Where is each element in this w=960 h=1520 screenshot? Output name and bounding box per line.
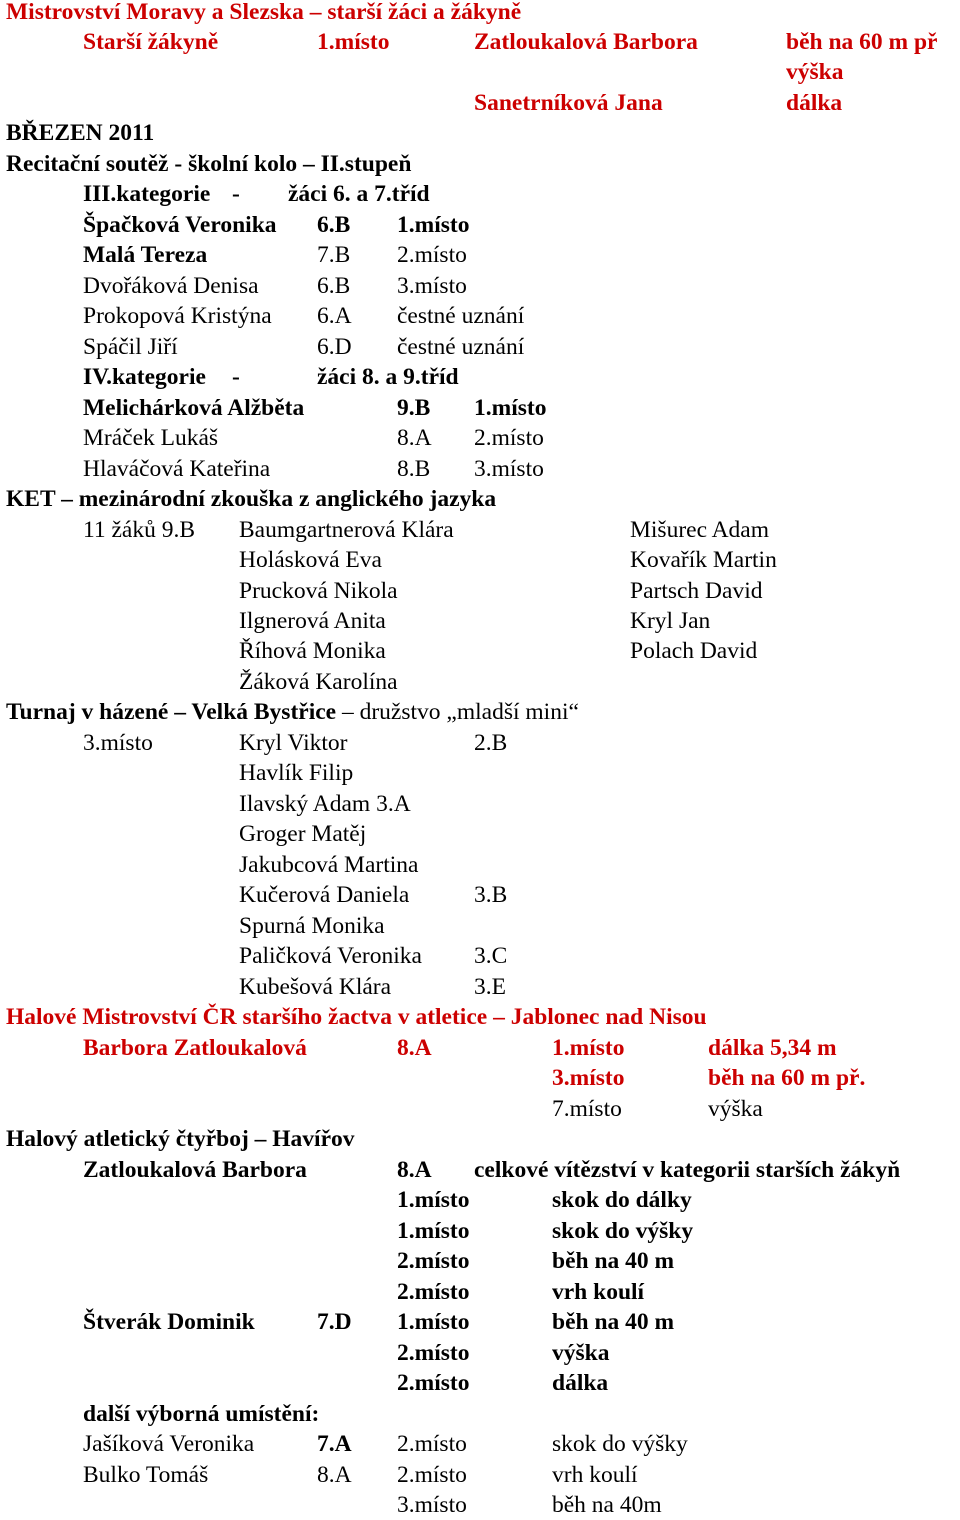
handball-player: Paličková Veronika	[239, 943, 422, 969]
quad-other-event: skok do výšky	[552, 1431, 688, 1457]
indoor-result-event: výška	[708, 1096, 763, 1122]
handball-title-rest: – družstvo „mladší mini“	[341, 699, 579, 725]
moravia-event-2: výška	[786, 59, 844, 85]
quad-other-event: běh na 40m	[552, 1492, 662, 1518]
handball-player: Jakubcová Martina	[239, 852, 419, 878]
ket-student: Mišurec Adam	[630, 517, 770, 543]
indoor-result-place: 7.místo	[552, 1096, 622, 1122]
ket-title: KET – mezinárodní zkouška z anglického jazyka	[6, 486, 497, 512]
recital-row-name: Mráček Lukáš	[83, 425, 219, 451]
quad-other-name: Jašíková Veronika	[83, 1431, 255, 1457]
recital-row-class: 8.B	[397, 456, 431, 482]
quad-other-class: 8.A	[317, 1462, 352, 1488]
quad-result-event: výška	[552, 1340, 610, 1366]
handball-player: Spurná Monika	[239, 913, 385, 939]
moravia-athlete-1: Zatloukalová Barbora	[474, 29, 698, 55]
recital-title: Recitační soutěž - školní kolo – II.stupeň	[6, 151, 412, 177]
quad-other-title: další výborná umístění:	[83, 1401, 320, 1427]
handball-place: 3.místo	[83, 730, 153, 756]
handball-player: Kryl Viktor	[239, 730, 348, 756]
moravia-title: Mistrovství Moravy a Slezska – starší žáci a žákyně	[6, 0, 522, 25]
ket-student: Polach David	[630, 638, 758, 664]
recital-row-result: 3.místo	[397, 273, 467, 299]
quad-overall: celkové vítězství v kategorii starších žákyň	[474, 1157, 901, 1183]
quad-athlete-class: 8.A	[397, 1157, 432, 1183]
handball-player: Havlík Filip	[239, 760, 354, 786]
quad-other-event: vrh koulí	[552, 1462, 638, 1488]
indoor-athlete: Barbora Zatloukalová	[83, 1035, 307, 1061]
recital-row-name: Hlaváčová Kateřina	[83, 456, 271, 482]
handball-player-class: 2.B	[474, 730, 508, 756]
recital-row-class: 6.D	[317, 334, 352, 360]
handball-player-class: 3.B	[474, 882, 508, 908]
recital-row-name: Spáčil Jiří	[83, 334, 178, 360]
recital-row-class: 8.A	[397, 425, 432, 451]
quad-athlete-class: 7.D	[317, 1309, 352, 1335]
ket-student: Partsch David	[630, 578, 763, 604]
recital-cat4-dash: -	[232, 364, 240, 390]
ket-student: Ilgnerová Anita	[239, 608, 386, 634]
quad-other-place: 2.místo	[397, 1462, 467, 1488]
quad-result-event: dálka	[552, 1370, 609, 1396]
ket-student: Holásková Eva	[239, 547, 382, 573]
recital-row-class: 6.A	[317, 303, 352, 329]
recital-row-result: 1.místo	[474, 395, 547, 421]
quad-other-class: 7.A	[317, 1431, 352, 1457]
quad-other-name: Bulko Tomáš	[83, 1462, 209, 1488]
moravia-place: 1.místo	[317, 29, 390, 55]
moravia-event-1: běh na 60 m př	[786, 29, 938, 55]
handball-title	[6, 697, 579, 727]
handball-player: Kučerová Daniela	[239, 882, 410, 908]
moravia-category: Starší žákyně	[83, 29, 219, 55]
handball-player: Ilavský Adam 3.A	[239, 791, 411, 817]
recital-row-result: 2.místo	[474, 425, 544, 451]
recital-row-name: Prokopová Kristýna	[83, 303, 272, 329]
quad-result-place: 2.místo	[397, 1370, 470, 1396]
quad-result-event: běh na 40 m	[552, 1248, 675, 1274]
indoor-result-place: 3.místo	[552, 1065, 625, 1091]
recital-row-name: Špačková Veronika	[83, 212, 277, 238]
recital-row-result: 1.místo	[397, 212, 470, 238]
recital-row-name: Melichárková Alžběta	[83, 395, 305, 421]
recital-row-class: 6.B	[317, 212, 351, 238]
recital-cat3-desc: žáci 6. a 7.tříd	[288, 181, 430, 207]
recital-cat4-name: IV.kategorie	[83, 364, 206, 390]
quad-athlete-name: Zatloukalová Barbora	[83, 1157, 307, 1183]
indoor-result-event: dálka 5,34 m	[708, 1035, 837, 1061]
handball-player: Kubešová Klára	[239, 974, 392, 1000]
ket-student: Říhová Monika	[239, 638, 386, 664]
recital-row-class: 6.B	[317, 273, 351, 299]
quad-other-place: 2.místo	[397, 1431, 467, 1457]
ket-student: Kryl Jan	[630, 608, 711, 634]
moravia-athlete-2: Sanetrníková Jana	[474, 90, 663, 116]
recital-row-result: 3.místo	[474, 456, 544, 482]
quad-result-place: 1.místo	[397, 1309, 470, 1335]
recital-row-name: Malá Tereza	[83, 242, 208, 268]
quad-title: Halový atletický čtyřboj – Havířov	[6, 1126, 355, 1152]
indoor-title: Halové Mistrovství ČR staršího žactva v atletice – Jablonec nad Nisou	[6, 1004, 707, 1030]
indoor-class: 8.A	[397, 1035, 432, 1061]
quad-result-event: skok do dálky	[552, 1187, 692, 1213]
indoor-result-place: 1.místo	[552, 1035, 625, 1061]
handball-player-class: 3.E	[474, 974, 506, 1000]
ket-student: Prucková Nikola	[239, 578, 398, 604]
ket-student: Baumgartnerová Klára	[239, 517, 454, 543]
quad-result-place: 1.místo	[397, 1218, 470, 1244]
handball-title-bold: Turnaj v házené – Velká Bystřice	[6, 699, 337, 725]
quad-result-event: skok do výšky	[552, 1218, 694, 1244]
recital-cat4-desc: žáci 8. a 9.tříd	[317, 364, 459, 390]
recital-cat3-dash: -	[232, 181, 240, 207]
handball-player-class: 3.C	[474, 943, 508, 969]
quad-result-place: 2.místo	[397, 1340, 470, 1366]
recital-row-name: Dvořáková Denisa	[83, 273, 259, 299]
recital-row-result: 2.místo	[397, 242, 467, 268]
month-heading: BŘEZEN 2011	[6, 120, 155, 146]
quad-athlete-name: Štverák Dominik	[83, 1309, 255, 1335]
recital-row-class: 9.B	[397, 395, 431, 421]
quad-result-event: běh na 40 m	[552, 1309, 675, 1335]
quad-result-place: 2.místo	[397, 1248, 470, 1274]
quad-result-place: 1.místo	[397, 1187, 470, 1213]
recital-row-result: čestné uznání	[397, 334, 525, 360]
moravia-event-3: dálka	[786, 90, 843, 116]
recital-cat3-name: III.kategorie	[83, 181, 211, 207]
ket-student: Žáková Karolína	[239, 669, 398, 695]
quad-result-event: vrh koulí	[552, 1279, 645, 1305]
ket-student: Kovařík Martin	[630, 547, 777, 573]
recital-row-class: 7.B	[317, 242, 351, 268]
handball-player: Groger Matěj	[239, 821, 367, 847]
recital-row-result: čestné uznání	[397, 303, 525, 329]
quad-result-place: 2.místo	[397, 1279, 470, 1305]
quad-other-place: 3.místo	[397, 1492, 467, 1518]
indoor-result-event: běh na 60 m př.	[708, 1065, 866, 1091]
ket-count: 11 žáků 9.B	[83, 517, 196, 543]
